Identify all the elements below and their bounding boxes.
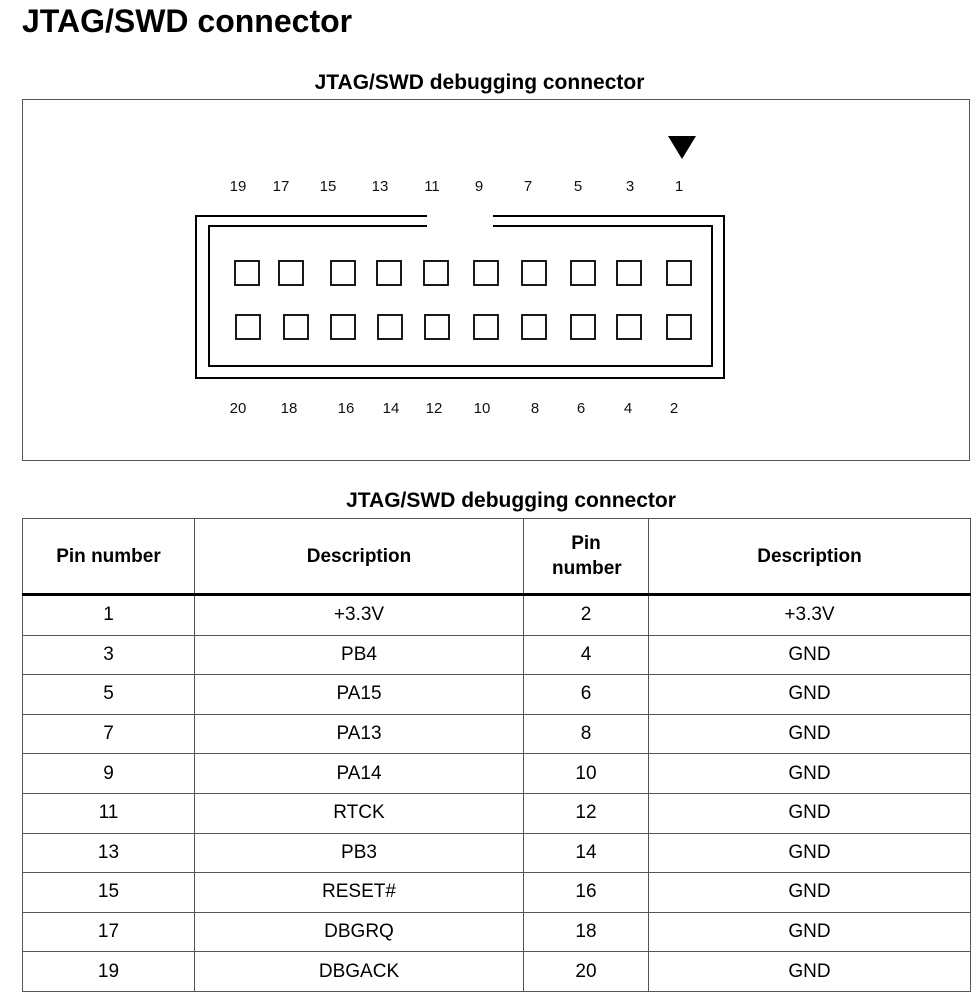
pin-label-7: 7 — [523, 178, 533, 195]
pin-20 — [236, 315, 260, 339]
pin-17 — [279, 261, 303, 285]
header-description-left: Description — [195, 519, 524, 595]
pin-label-19: 19 — [229, 178, 247, 195]
pin-label-5: 5 — [573, 178, 583, 195]
cell-pin-right: 20 — [524, 952, 649, 992]
header-pin-number-left: Pin number — [23, 519, 195, 595]
pin-grid — [235, 261, 691, 339]
pin-label-16: 16 — [337, 400, 355, 417]
cell-description-left: RESET# — [195, 873, 524, 913]
table-row — [23, 754, 971, 794]
table-row — [23, 675, 971, 715]
cell-pin-left: 3 — [23, 635, 195, 675]
pin-1 — [667, 261, 691, 285]
pin-label-12: 12 — [425, 400, 443, 417]
pin-10 — [474, 315, 498, 339]
pin-2 — [667, 315, 691, 339]
table-header-row — [23, 519, 971, 595]
cell-pin-left: 7 — [23, 714, 195, 754]
cell-pin-left: 1 — [23, 595, 195, 636]
figure-caption-text: JTAG/SWD debugging connector — [314, 71, 645, 94]
pin-7 — [522, 261, 546, 285]
cell-description-right: GND — [649, 833, 971, 873]
cell-description-right: GND — [649, 714, 971, 754]
table-row — [23, 793, 971, 833]
cell-pin-right: 12 — [524, 793, 649, 833]
pin-19 — [235, 261, 259, 285]
pin-15 — [331, 261, 355, 285]
pinout-table — [22, 518, 971, 992]
cell-description-right: +3.3V — [649, 595, 971, 636]
cell-pin-right: 2 — [524, 595, 649, 636]
connector-figure — [22, 99, 970, 461]
connector-inner-wall — [209, 226, 712, 366]
pin-6 — [571, 315, 595, 339]
figure-caption — [0, 70, 917, 96]
cell-description-right: GND — [649, 793, 971, 833]
table-caption: JTAG/SWD debugging connector — [346, 489, 676, 512]
table-row — [23, 912, 971, 952]
cell-pin-right: 4 — [524, 635, 649, 675]
pin-label-2: 2 — [669, 400, 679, 417]
pin-label-9: 9 — [474, 178, 484, 195]
cell-description-left: DBGRQ — [195, 912, 524, 952]
pin-label-10: 10 — [473, 400, 491, 417]
table-row — [23, 595, 971, 636]
pin-5 — [571, 261, 595, 285]
cell-pin-left: 15 — [23, 873, 195, 913]
cell-description-right: GND — [649, 912, 971, 952]
cell-description-left: PB3 — [195, 833, 524, 873]
pin-label-13: 13 — [371, 178, 389, 195]
table-row — [23, 833, 971, 873]
header-pin-number-right: Pin number — [524, 519, 649, 595]
cell-description-left: PA15 — [195, 675, 524, 715]
cell-description-left: PA14 — [195, 754, 524, 794]
pin-18 — [284, 315, 308, 339]
pin-label-20: 20 — [229, 400, 247, 417]
pin-16 — [331, 315, 355, 339]
table-row — [23, 873, 971, 913]
pin-label-4: 4 — [623, 400, 633, 417]
table-row — [23, 952, 971, 992]
cell-description-right: GND — [649, 675, 971, 715]
cell-pin-left: 11 — [23, 793, 195, 833]
cell-pin-right: 14 — [524, 833, 649, 873]
bottom-row-pin-labels — [230, 400, 679, 417]
pin-label-15: 15 — [319, 178, 337, 195]
connector-diagram — [23, 100, 969, 460]
pin-11 — [424, 261, 448, 285]
cell-pin-right: 18 — [524, 912, 649, 952]
cell-description-left: PA13 — [195, 714, 524, 754]
pin-label-3: 3 — [625, 178, 635, 195]
pin-label-18: 18 — [280, 400, 298, 417]
cell-pin-left: 13 — [23, 833, 195, 873]
page-title: JTAG/SWD connector — [22, 3, 353, 39]
cell-description-right: GND — [649, 635, 971, 675]
cell-pin-left: 5 — [23, 675, 195, 715]
cell-description-right: GND — [649, 952, 971, 992]
pin-3 — [617, 261, 641, 285]
table-row — [23, 635, 971, 675]
table-body — [23, 595, 971, 992]
pin-label-11: 11 — [424, 178, 440, 195]
cell-pin-left: 17 — [23, 912, 195, 952]
pin-14 — [378, 315, 402, 339]
pin-8 — [522, 315, 546, 339]
pin-4 — [617, 315, 641, 339]
connector-shroud — [196, 216, 724, 378]
cell-description-left: PB4 — [195, 635, 524, 675]
cell-pin-left: 19 — [23, 952, 195, 992]
cell-pin-right: 16 — [524, 873, 649, 913]
pin-label-1: 1 — [674, 178, 684, 195]
pin-label-8: 8 — [530, 400, 540, 417]
cell-description-left: RTCK — [195, 793, 524, 833]
pin-label-6: 6 — [576, 400, 586, 417]
pin-label-17: 17 — [272, 178, 290, 195]
table-row — [23, 714, 971, 754]
pin-12 — [425, 315, 449, 339]
cell-description-right: GND — [649, 873, 971, 913]
cell-pin-left: 9 — [23, 754, 195, 794]
cell-description-left: +3.3V — [195, 595, 524, 636]
pin-13 — [377, 261, 401, 285]
top-row-pin-labels — [230, 178, 684, 195]
pin-9 — [474, 261, 498, 285]
cell-pin-right: 6 — [524, 675, 649, 715]
header-description-right: Description — [649, 519, 971, 595]
pin-label-14: 14 — [382, 400, 400, 417]
cell-pin-right: 10 — [524, 754, 649, 794]
cell-description-right: GND — [649, 754, 971, 794]
triangle-down-icon — [668, 136, 696, 159]
cell-pin-right: 8 — [524, 714, 649, 754]
cell-description-left: DBGACK — [195, 952, 524, 992]
